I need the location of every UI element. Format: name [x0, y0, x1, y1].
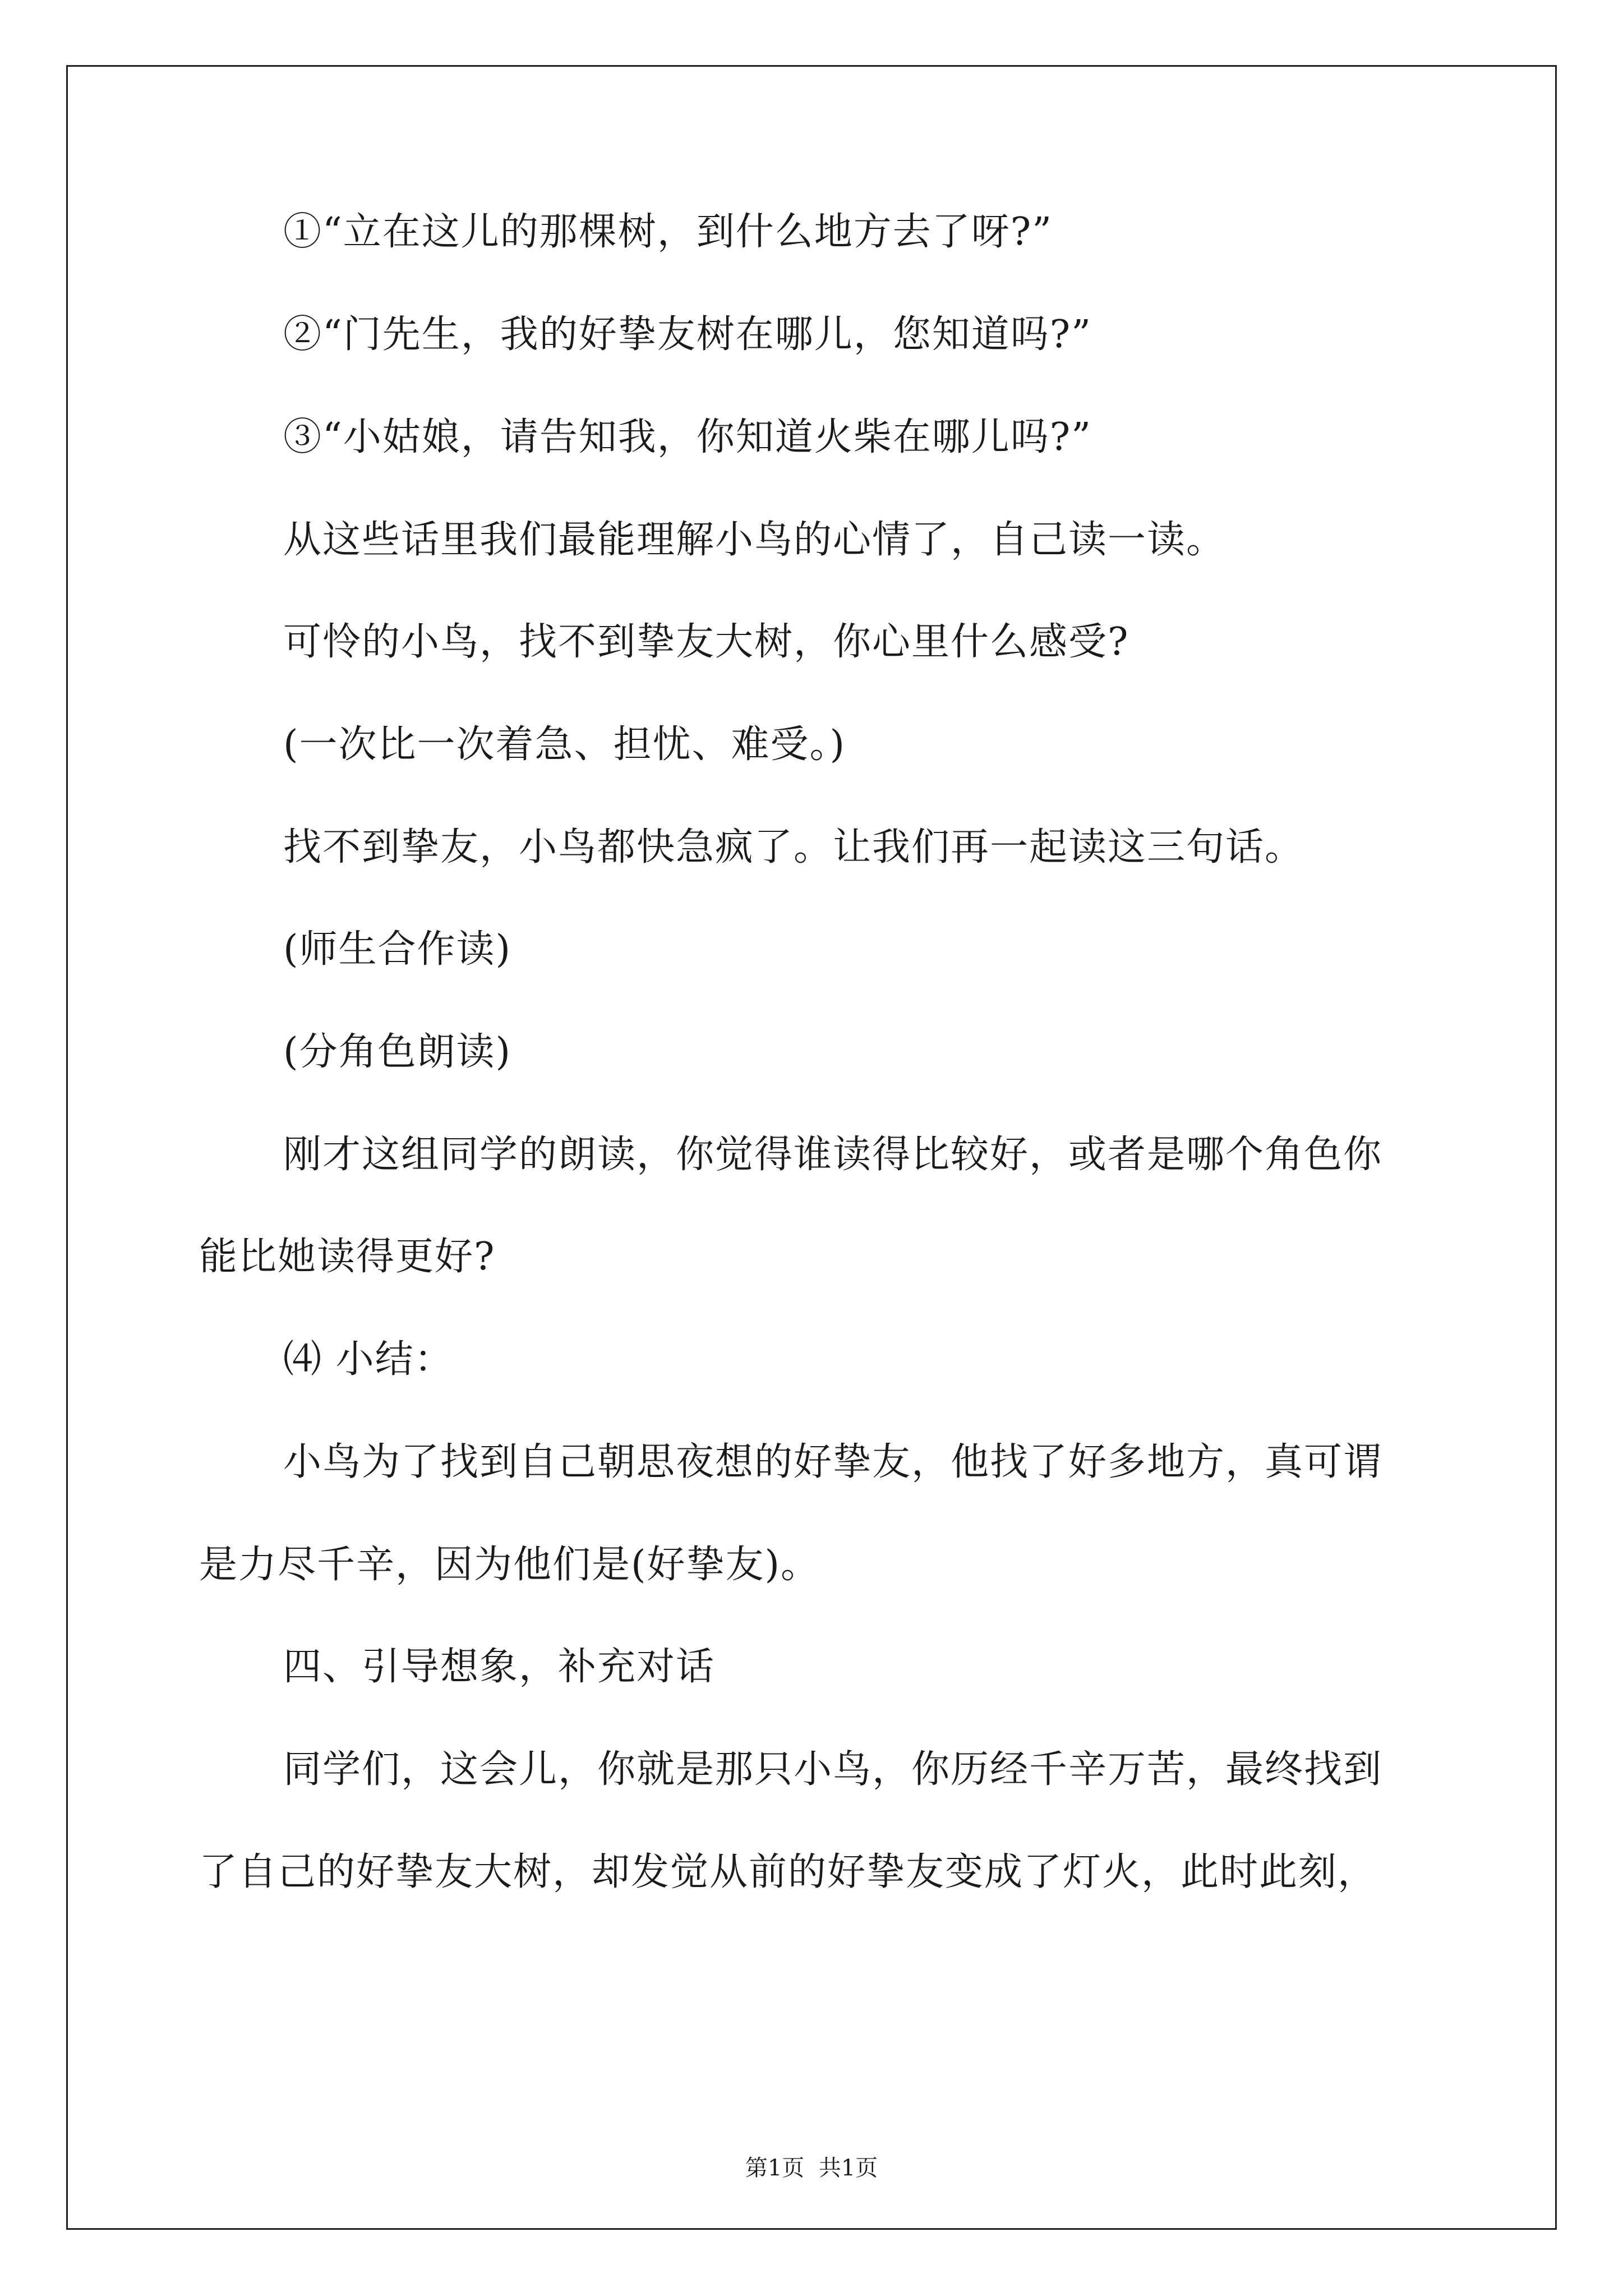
paragraph-line: (一次比一次着急、担忧、难受。) — [283, 723, 846, 767]
paragraph-line: 同学们，这会儿，你就是那只小鸟，你历经千辛万苦，最终找到 — [283, 1747, 1383, 1792]
paragraph-line: 可怜的小鸟，找不到挚友大树，你心里什么感受? — [283, 620, 1129, 664]
dialogue-line-2: ②“门先生，我的好挚友树在哪儿，您知道吗?” — [283, 312, 1092, 357]
paragraph-line: 小鸟为了找到自己朝思夜想的好挚友，他找了好多地方，真可谓 — [283, 1440, 1383, 1484]
page-footer: 第1页 共1页 — [745, 2155, 878, 2181]
paragraph-line: 找不到挚友，小鸟都快急疯了。让我们再一起读这三句话。 — [283, 825, 1304, 869]
section-heading: 四、引导想象，补充对话 — [283, 1645, 716, 1689]
paragraph-line: (分角色朗读) — [283, 1030, 512, 1074]
dialogue-line-3: ③“小姑娘，请告知我，你知道火柴在哪儿吗?” — [283, 415, 1092, 459]
paragraph-line: 从这些话里我们最能理解小鸟的心情了，自己读一读。 — [283, 518, 1226, 562]
paragraph-line-continued: 能比她读得更好? — [199, 1235, 496, 1279]
dialogue-line-1: ①“立在这儿的那棵树，到什么地方去了呀?” — [283, 210, 1053, 254]
paragraph-line-continued: 是力尽千辛，因为他们是(好挚友)。 — [199, 1543, 820, 1587]
paragraph-line: (师生合作读) — [283, 927, 512, 972]
section-heading: ⑷ 小结： — [283, 1337, 454, 1382]
paragraph-line: 刚才这组同学的朗读，你觉得谁读得比较好，或者是哪个角色你 — [283, 1133, 1383, 1177]
paragraph-line-continued: 了自己的好挚友大树，却发觉从前的好挚友变成了灯火，此时此刻， — [199, 1850, 1377, 1894]
